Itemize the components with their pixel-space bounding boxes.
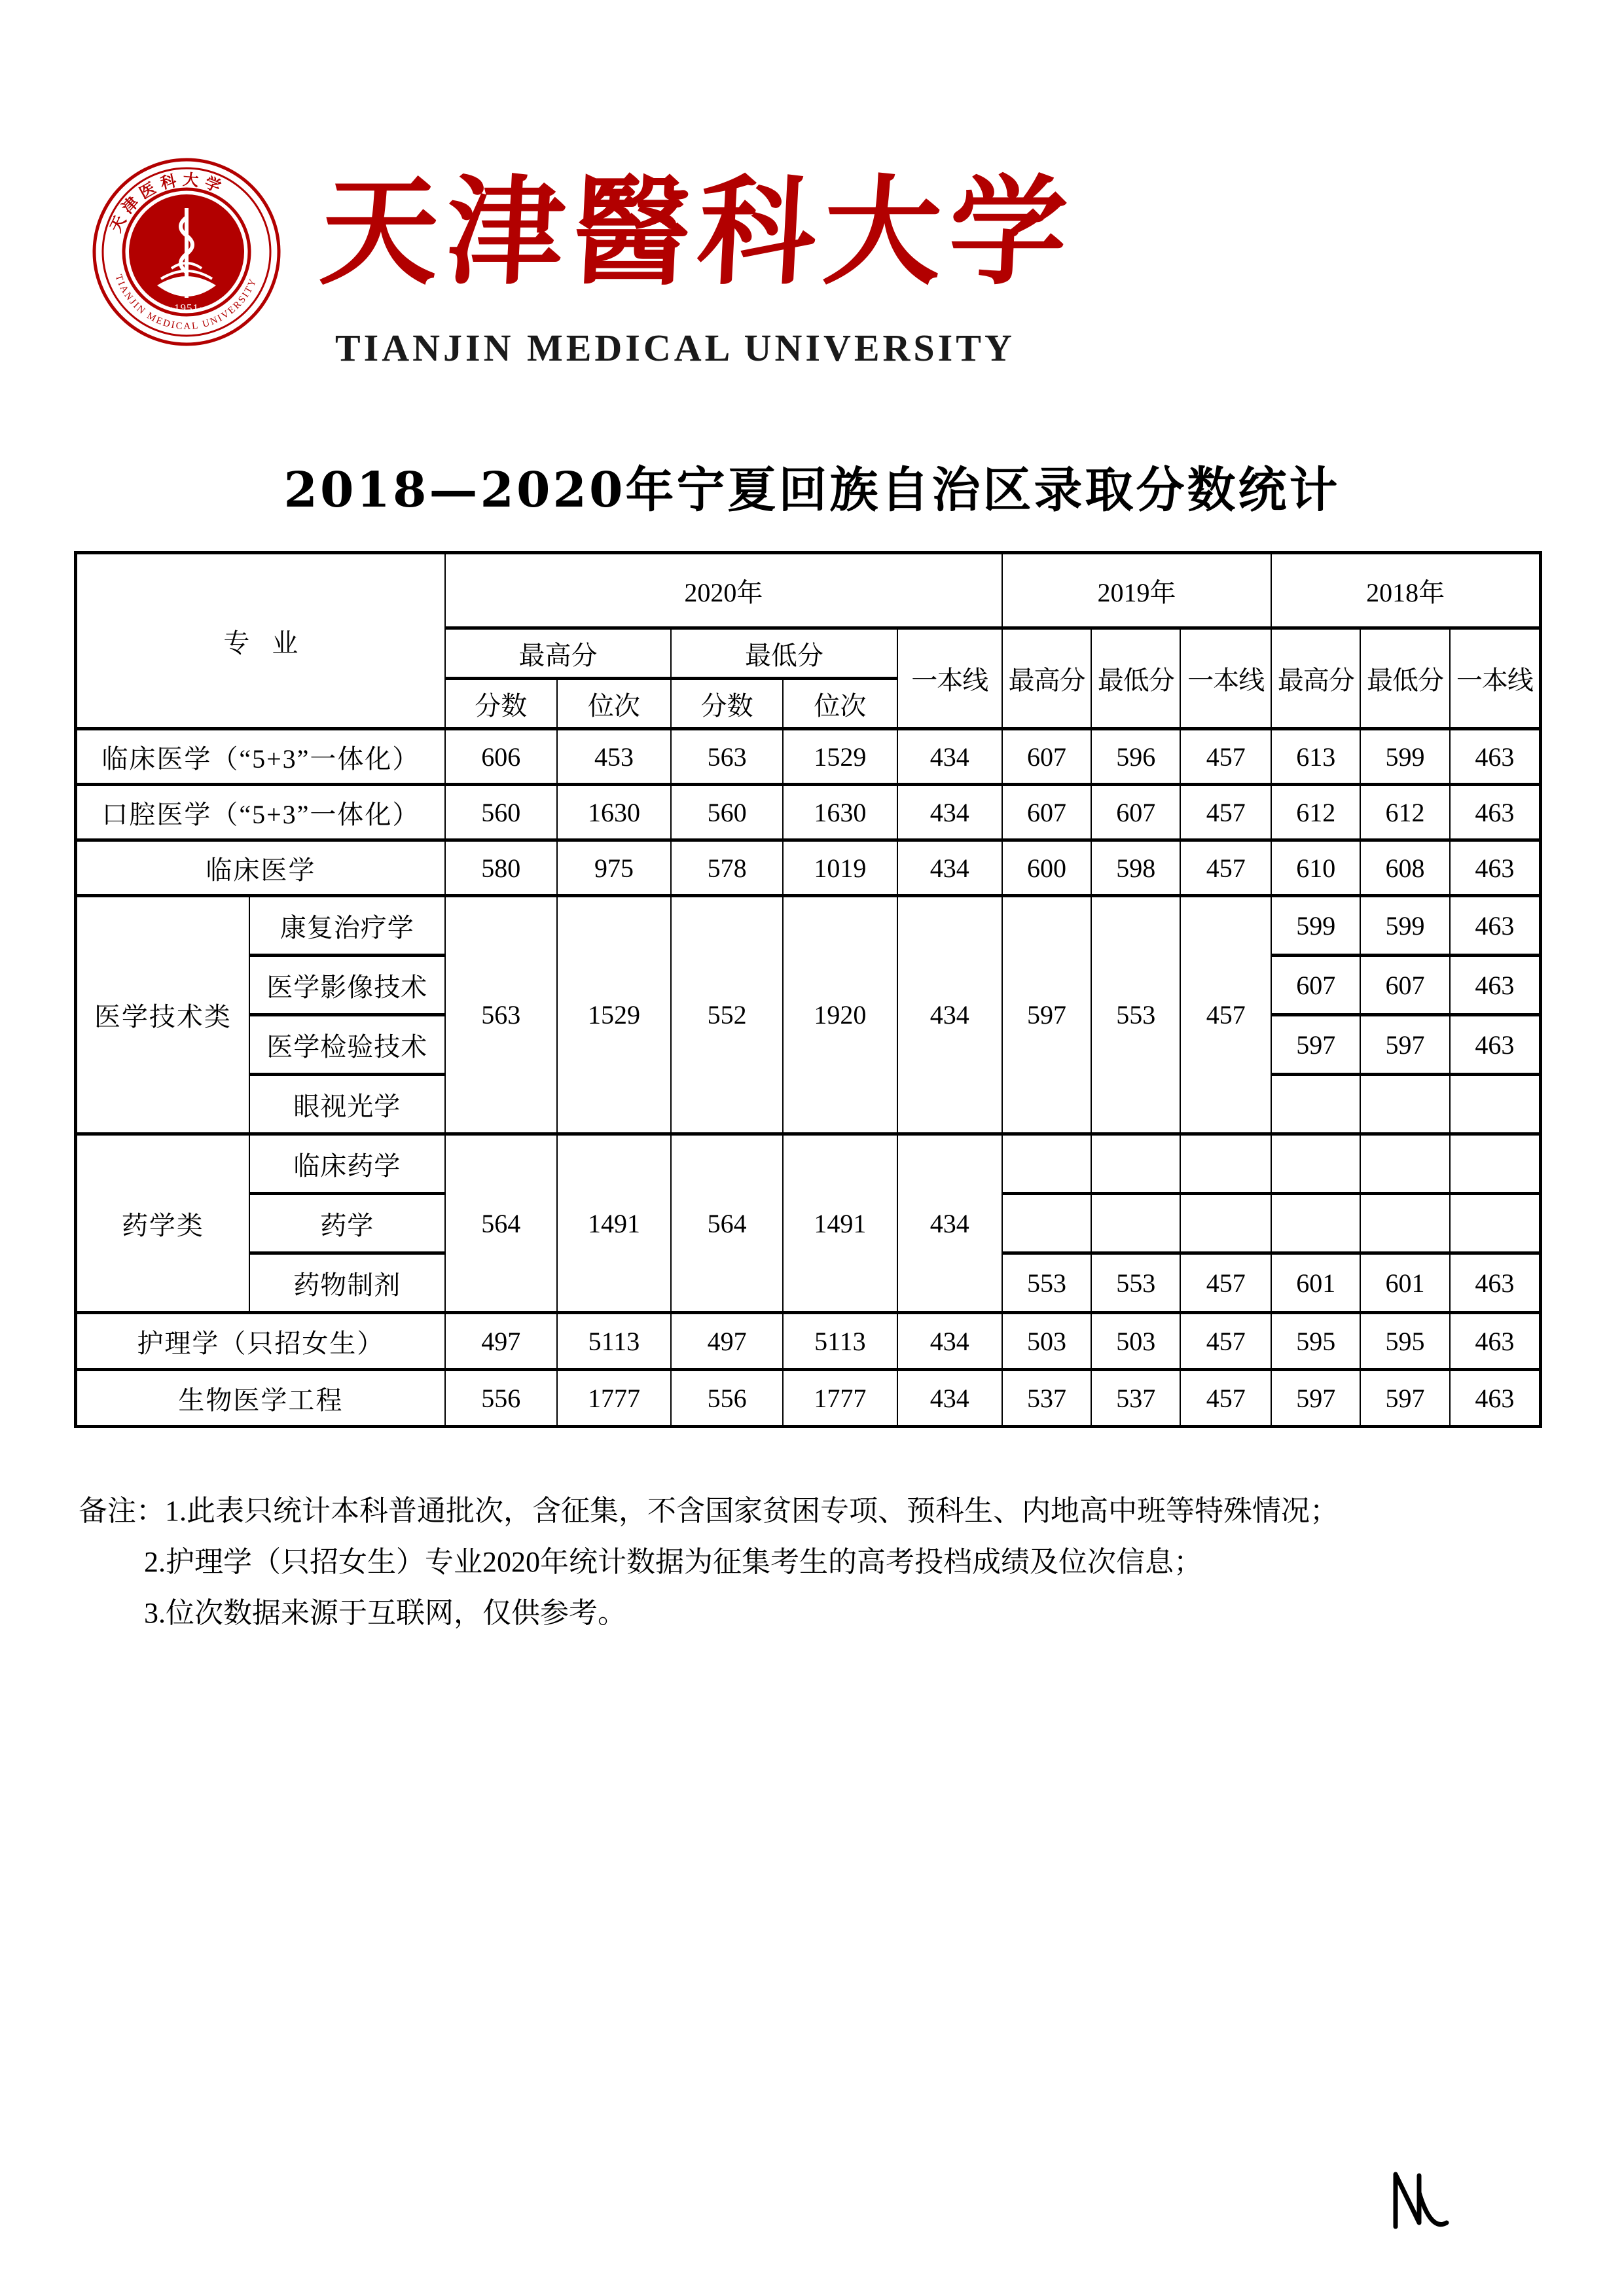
header-2020-low-score: 分数 — [671, 679, 783, 729]
table-header-row-years — [76, 553, 1541, 628]
cell-2019-low: 607 — [1091, 785, 1180, 840]
cell-2019-low: 553 — [1091, 1253, 1180, 1313]
cell-2020-low-score: 560 — [671, 785, 783, 840]
cell-2019-high: 600 — [1002, 840, 1091, 896]
cell-2018-high: 613 — [1271, 729, 1360, 785]
row-major-label: 临床医学 — [76, 840, 445, 896]
cell-2019-low — [1091, 1194, 1180, 1253]
cell-2018-cutline: 463 — [1450, 1313, 1541, 1370]
sub-label-optometry: 眼视光学 — [249, 1075, 445, 1134]
table-row — [76, 1370, 1541, 1427]
cell-2019-cutline: 457 — [1180, 785, 1271, 840]
cell-2020-high-rank: 1491 — [557, 1134, 672, 1313]
cell-2020-low-score: 564 — [671, 1134, 783, 1313]
header-2019-cutline: 一本线 — [1180, 628, 1271, 729]
cell-2019-cutline: 457 — [1180, 1253, 1271, 1313]
cell-2018-cutline: 463 — [1450, 785, 1541, 840]
cell-2020-low-rank: 1777 — [783, 1370, 897, 1427]
footnote-item-3: 3.位次数据来源于互联网，仅供参考。 — [144, 1597, 626, 1629]
cell-2018-cutline: 463 — [1450, 840, 1541, 896]
cell-2020-low-rank: 5113 — [783, 1313, 897, 1370]
cell-2018-low: 607 — [1360, 956, 1449, 1015]
table-row — [76, 729, 1541, 785]
table-row-group-pharmacy — [76, 1134, 1541, 1194]
svg-text:TIANJIN MEDICAL UNIVERSITY: TIANJIN MEDICAL UNIVERSITY — [113, 273, 259, 332]
row-major-label: 护理学（只招女生） — [76, 1313, 445, 1370]
footnote-item-1: 1.此表只统计本科普通批次，含征集，不含国家贫困专项、预科生、内地高中班等特殊情况； — [165, 1495, 1339, 1527]
header-2019-lowest: 最低分 — [1091, 628, 1180, 729]
university-wordmark-english: TIANJIN MEDICAL UNIVERSITY — [335, 327, 1015, 369]
cell-2020-high-score: 606 — [445, 729, 557, 785]
cell-2018-high: 597 — [1271, 1370, 1360, 1427]
handwritten-signature-mark — [1381, 2166, 1512, 2245]
group-label-medtech: 医学技术类 — [76, 896, 249, 1134]
cell-2018-low: 597 — [1360, 1015, 1449, 1075]
cell-2020-low-rank: 1529 — [783, 729, 897, 785]
svg-text:·1951·: ·1951· — [170, 302, 204, 314]
cell-2018-cutline: 463 — [1450, 1370, 1541, 1427]
cell-2019-cutline: 457 — [1180, 840, 1271, 896]
cell-2019-high: 597 — [1002, 896, 1091, 1134]
cell-2020-low-score: 556 — [671, 1370, 783, 1427]
svg-text:天津医科大学: 天津医科大学 — [105, 170, 229, 236]
cell-2019-high: 537 — [1002, 1370, 1091, 1427]
row-major-label: 临床医学（“5+3”一体化） — [76, 729, 445, 785]
sub-label-labtech: 医学检验技术 — [249, 1015, 445, 1075]
cell-2018-low: 601 — [1360, 1253, 1449, 1313]
cell-2018-low: 597 — [1360, 1370, 1449, 1427]
header-major: 专业 — [76, 553, 445, 729]
cell-2019-high — [1002, 1194, 1091, 1253]
page-title: 2018—2020年宁夏回族自治区录取分数统计 — [283, 462, 1341, 518]
cell-2019-cutline: 457 — [1180, 896, 1271, 1134]
cell-2020-high-rank: 1529 — [557, 896, 672, 1134]
header-year-2020: 2020年 — [445, 553, 1002, 628]
cell-2019-cutline: 457 — [1180, 729, 1271, 785]
cell-2019-low: 596 — [1091, 729, 1180, 785]
header-2018-highest: 最高分 — [1271, 628, 1360, 729]
cell-2019-low: 537 — [1091, 1370, 1180, 1427]
header-2020-high-rank: 位次 — [557, 679, 672, 729]
cell-2020-high-rank: 975 — [557, 840, 672, 896]
cell-2020-low-score: 497 — [671, 1313, 783, 1370]
cell-2020-cutline: 434 — [897, 1313, 1002, 1370]
cell-2018-high: 610 — [1271, 840, 1360, 896]
header-2018-lowest: 最低分 — [1360, 628, 1449, 729]
cell-2018-high: 597 — [1271, 1015, 1360, 1075]
cell-2020-low-score: 563 — [671, 729, 783, 785]
cell-2018-high — [1271, 1194, 1360, 1253]
header-2020-high-score: 分数 — [445, 679, 557, 729]
footnote-line-1 — [79, 1486, 1519, 1537]
cell-2020-high-score: 556 — [445, 1370, 557, 1427]
cell-2018-low — [1360, 1134, 1449, 1194]
cell-2018-low — [1360, 1075, 1449, 1134]
cell-2019-low: 503 — [1091, 1313, 1180, 1370]
row-major-label: 口腔医学（“5+3”一体化） — [76, 785, 445, 840]
header-2020-low-rank: 位次 — [783, 679, 897, 729]
header-year-2019: 2019年 — [1002, 553, 1271, 628]
cell-2018-high — [1271, 1134, 1360, 1194]
header-2020-lowest: 最低分 — [671, 628, 897, 679]
cell-2020-high-score: 560 — [445, 785, 557, 840]
sub-label-clinical-pharmacy: 临床药学 — [249, 1134, 445, 1194]
cell-2018-cutline — [1450, 1194, 1541, 1253]
cell-2018-cutline: 463 — [1450, 729, 1541, 785]
header-2018-cutline: 一本线 — [1450, 628, 1541, 729]
cell-2020-cutline: 434 — [897, 1134, 1002, 1313]
cell-2020-low-rank: 1019 — [783, 840, 897, 896]
cell-2018-low — [1360, 1194, 1449, 1253]
university-wordmark-chinese: 天津醫科大学 — [317, 163, 1079, 301]
sub-label-pharmaceutics: 药物制剂 — [249, 1253, 445, 1313]
cell-2020-low-rank: 1630 — [783, 785, 897, 840]
cell-2019-low: 598 — [1091, 840, 1180, 896]
cell-2020-high-rank: 1630 — [557, 785, 672, 840]
table-row — [76, 840, 1541, 896]
cell-2018-high: 612 — [1271, 785, 1360, 840]
footnote-item-2: 2.护理学（只招女生）专业2020年统计数据为征集考生的高考投档成绩及位次信息； — [144, 1546, 1202, 1578]
cell-2018-high: 601 — [1271, 1253, 1360, 1313]
cell-2018-high: 607 — [1271, 956, 1360, 1015]
table-row — [76, 785, 1541, 840]
cell-2018-low: 608 — [1360, 840, 1449, 896]
cell-2019-cutline: 457 — [1180, 1370, 1271, 1427]
admission-score-table — [74, 551, 1542, 1428]
cell-2020-low-rank: 1491 — [783, 1134, 897, 1313]
cell-2018-high — [1271, 1075, 1360, 1134]
header-2019-highest: 最高分 — [1002, 628, 1091, 729]
cell-2020-low-score: 552 — [671, 896, 783, 1134]
cell-2019-high: 503 — [1002, 1313, 1091, 1370]
sub-label-rehab: 康复治疗学 — [249, 896, 445, 956]
cell-2019-high — [1002, 1134, 1091, 1194]
cell-2020-high-rank: 5113 — [557, 1313, 672, 1370]
header-2020-cutline: 一本线 — [897, 628, 1002, 729]
cell-2020-cutline: 434 — [897, 785, 1002, 840]
cell-2018-high: 599 — [1271, 896, 1360, 956]
cell-2018-low: 599 — [1360, 896, 1449, 956]
letterhead — [0, 137, 1624, 393]
cell-2019-high: 607 — [1002, 785, 1091, 840]
cell-2018-cutline: 463 — [1450, 956, 1541, 1015]
cell-2019-low: 553 — [1091, 896, 1180, 1134]
university-seal-icon — [92, 157, 281, 347]
cell-2018-low: 595 — [1360, 1313, 1449, 1370]
sub-label-pharmacy: 药学 — [249, 1194, 445, 1253]
sub-label-imaging: 医学影像技术 — [249, 956, 445, 1015]
cell-2020-high-rank: 1777 — [557, 1370, 672, 1427]
cell-2020-high-rank: 453 — [557, 729, 672, 785]
cell-2019-low — [1091, 1134, 1180, 1194]
cell-2019-high: 553 — [1002, 1253, 1091, 1313]
cell-2018-low: 612 — [1360, 785, 1449, 840]
header-year-2018: 2018年 — [1271, 553, 1540, 628]
cell-2018-cutline: 463 — [1450, 1253, 1541, 1313]
group-label-pharmacy: 药学类 — [76, 1134, 249, 1313]
table-row-group-medtech — [76, 896, 1541, 956]
cell-2020-low-rank: 1920 — [783, 896, 897, 1134]
cell-2020-cutline: 434 — [897, 729, 1002, 785]
cell-2019-cutline — [1180, 1194, 1271, 1253]
table-row — [76, 1313, 1541, 1370]
cell-2019-cutline — [1180, 1134, 1271, 1194]
footnote-label: 备注： — [79, 1495, 165, 1527]
cell-2020-cutline: 434 — [897, 1370, 1002, 1427]
cell-2018-cutline — [1450, 1134, 1541, 1194]
cell-2020-high-score: 580 — [445, 840, 557, 896]
cell-2020-high-score: 564 — [445, 1134, 557, 1313]
cell-2019-high: 607 — [1002, 729, 1091, 785]
cell-2020-cutline: 434 — [897, 896, 1002, 1134]
cell-2018-cutline — [1450, 1075, 1541, 1134]
cell-2019-cutline: 457 — [1180, 1313, 1271, 1370]
cell-2020-high-score: 563 — [445, 896, 557, 1134]
cell-2020-high-score: 497 — [445, 1313, 557, 1370]
cell-2018-cutline: 463 — [1450, 896, 1541, 956]
cell-2018-high: 595 — [1271, 1313, 1360, 1370]
header-2020-highest: 最高分 — [445, 628, 671, 679]
cell-2018-low: 599 — [1360, 729, 1449, 785]
cell-2020-cutline: 434 — [897, 840, 1002, 896]
row-major-label: 生物医学工程 — [76, 1370, 445, 1427]
score-table-container — [74, 551, 1542, 1428]
footnotes — [79, 1486, 1519, 1639]
cell-2018-cutline: 463 — [1450, 1015, 1541, 1075]
cell-2020-low-score: 578 — [671, 840, 783, 896]
